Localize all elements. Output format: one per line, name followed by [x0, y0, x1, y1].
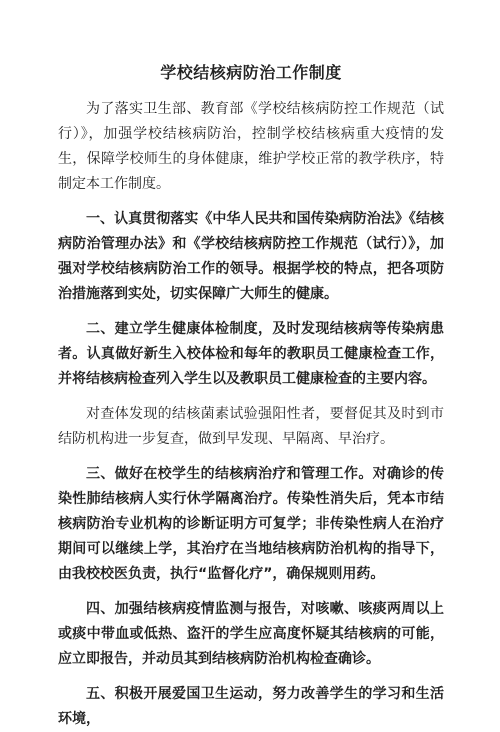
section-4-paragraph: 四、加强结核病疫情监测与报告，对咳嗽、咳痰两周以上或痰中带血或低热、盗汗的学生应高度怀疑其结核病的可能，应立即报告，并动员其到结核病防治机构检查确诊。	[58, 601, 444, 667]
section-5-paragraph: 五、积极开展爱国卫生运动，努力改善学生的学习和生活环境，	[58, 686, 444, 727]
section-1-paragraph: 一、认真贯彻落实《中华人民共和国传染病防治法》《结核病防治管理办法》和《学校结核病防控工作规范（试行）》，加强对学校结核病防治工作的领导。根据学校的特点，把各项防治措施落到实处，切实保障广大师生的健康。	[58, 211, 444, 302]
section-3-paragraph: 三、做好在校学生的结核病治疗和管理工作。对确诊的传染性肺结核病人实行休学隔离治疗。传染性消失后，凭本市结核病防治专业机构的诊断证明方可复学；非传染性病人在治疗期间可以继续上学，其治疗在当地结核病防治机构的指导下，由我校校医负责，执行“监督化疗”，确保规则用药。	[58, 466, 444, 582]
section-2-paragraph: 二、建立学生健康体检制度，及时发现结核病等传染病患者。认真做好新生入校体检和每年的教职员工健康检查工作，并将结核病检查列入学生以及教职员工健康检查的主要内容。	[58, 321, 444, 387]
document-title: 学校结核病防治工作制度	[160, 63, 342, 82]
intro-paragraph: 为了落实卫生部、教育部《学校结核病防控工作规范（试行）》，加强学校结核病防治，控制学校结核病重大疫情的发生，保障学校师生的身体健康，维护学校正常的教学秩序，特制定本工作制度。	[58, 101, 444, 192]
section-2-followup-paragraph: 对查体发现的结核菌素试验强阳性者，要督促其及时到市结防机构进一步复查，做到早发现、早隔离、早治疗。	[58, 406, 444, 447]
